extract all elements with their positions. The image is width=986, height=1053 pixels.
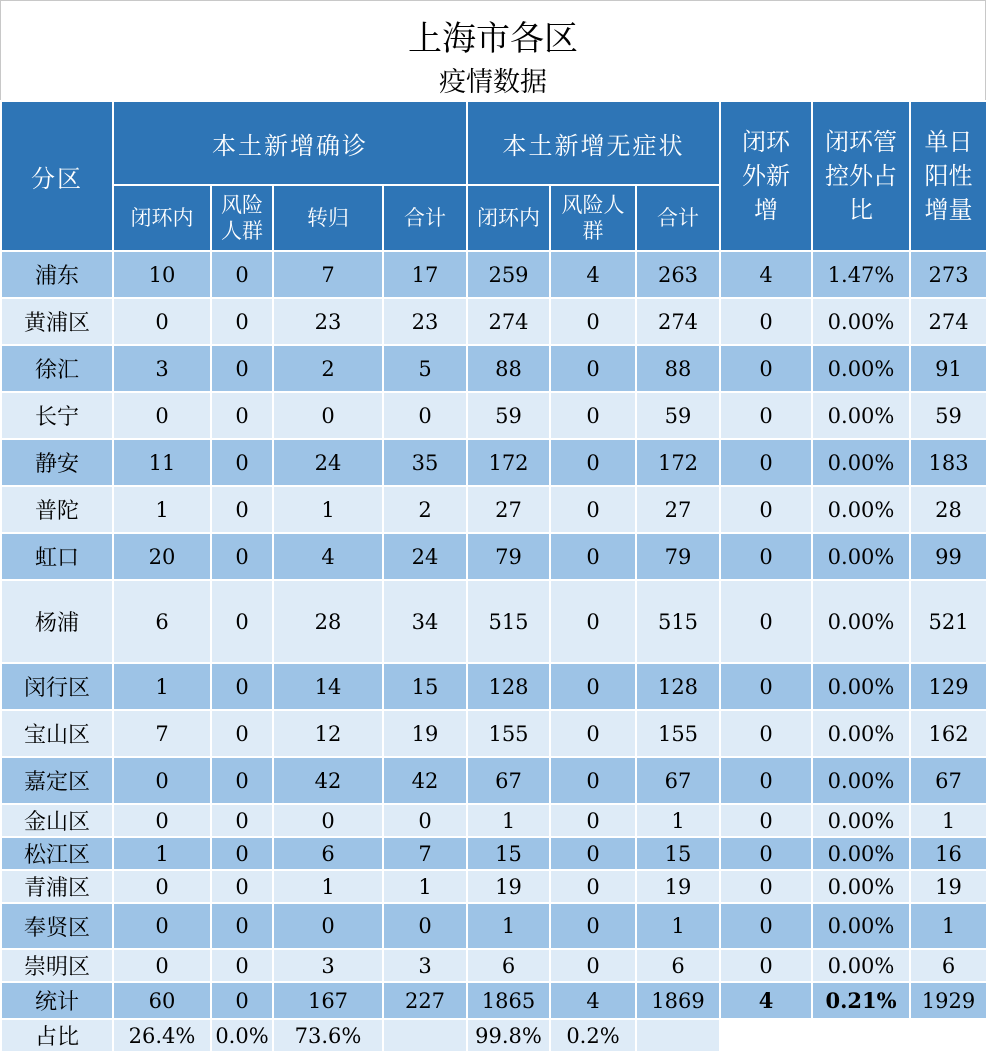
district-name: 嘉定区 bbox=[1, 757, 113, 804]
cell-daily: 28 bbox=[910, 486, 986, 533]
total-a-closed: 1865 bbox=[467, 982, 550, 1019]
cell-c-closed: 7 bbox=[113, 710, 211, 757]
cell-a-total: 155 bbox=[636, 710, 720, 757]
cell-a-risk: 0 bbox=[550, 580, 636, 663]
district-name: 虹口 bbox=[1, 533, 113, 580]
total-c-total: 227 bbox=[383, 982, 467, 1019]
cell-a-risk: 0 bbox=[550, 870, 636, 903]
cell-daily: 99 bbox=[910, 533, 986, 580]
cell-c-convert: 0 bbox=[273, 804, 383, 837]
header-outside-new: 闭环外新增 bbox=[720, 101, 812, 251]
total-a-risk: 4 bbox=[550, 982, 636, 1019]
cell-a-risk: 0 bbox=[550, 392, 636, 439]
cell-a-closed: 1 bbox=[467, 804, 550, 837]
cell-a-closed: 59 bbox=[467, 392, 550, 439]
cell-a-total: 88 bbox=[636, 345, 720, 392]
cell-daily: 274 bbox=[910, 298, 986, 345]
cell-daily: 129 bbox=[910, 663, 986, 710]
district-data-table bbox=[0, 100, 986, 1053]
cell-a-risk: 4 bbox=[550, 251, 636, 298]
cell-daily: 19 bbox=[910, 870, 986, 903]
cell-c-total: 19 bbox=[383, 710, 467, 757]
cell-a-total: 59 bbox=[636, 392, 720, 439]
cell-c-risk: 0 bbox=[211, 710, 273, 757]
cell-outside: 0 bbox=[720, 486, 812, 533]
table-row bbox=[1, 710, 986, 757]
district-name: 松江区 bbox=[1, 837, 113, 870]
share-c-convert: 73.6% bbox=[273, 1019, 383, 1052]
cell-c-total: 7 bbox=[383, 837, 467, 870]
cell-c-closed: 6 bbox=[113, 580, 211, 663]
cell-outside: 0 bbox=[720, 298, 812, 345]
district-name: 闵行区 bbox=[1, 663, 113, 710]
cell-a-total: 19 bbox=[636, 870, 720, 903]
total-outside: 4 bbox=[720, 982, 812, 1019]
cell-c-total: 0 bbox=[383, 903, 467, 949]
cell-c-convert: 0 bbox=[273, 392, 383, 439]
title-box bbox=[0, 0, 986, 101]
total-ratio: 0.21% bbox=[812, 982, 910, 1019]
cell-outside: 0 bbox=[720, 392, 812, 439]
cell-a-risk: 0 bbox=[550, 757, 636, 804]
table-row bbox=[1, 837, 986, 870]
cell-c-closed: 20 bbox=[113, 533, 211, 580]
cell-c-total: 1 bbox=[383, 870, 467, 903]
district-name: 静安 bbox=[1, 439, 113, 486]
cell-a-closed: 27 bbox=[467, 486, 550, 533]
cell-a-closed: 155 bbox=[467, 710, 550, 757]
total-daily: 1929 bbox=[910, 982, 986, 1019]
table-row bbox=[1, 870, 986, 903]
district-name: 浦东 bbox=[1, 251, 113, 298]
cell-outside: 0 bbox=[720, 837, 812, 870]
cell-c-risk: 0 bbox=[211, 251, 273, 298]
share-a-closed: 99.8% bbox=[467, 1019, 550, 1052]
cell-a-risk: 0 bbox=[550, 533, 636, 580]
share-outside-empty bbox=[720, 1019, 812, 1052]
cell-c-total: 3 bbox=[383, 949, 467, 982]
cell-a-total: 263 bbox=[636, 251, 720, 298]
header-a-closed: 闭环内 bbox=[467, 185, 550, 251]
cell-a-total: 1 bbox=[636, 804, 720, 837]
cell-c-risk: 0 bbox=[211, 486, 273, 533]
cell-c-risk: 0 bbox=[211, 804, 273, 837]
cell-daily: 16 bbox=[910, 837, 986, 870]
cell-ratio: 1.47% bbox=[812, 251, 910, 298]
share-label: 占比 bbox=[1, 1019, 113, 1052]
cell-c-total: 5 bbox=[383, 345, 467, 392]
cell-a-total: 1 bbox=[636, 903, 720, 949]
cell-c-risk: 0 bbox=[211, 663, 273, 710]
table-row bbox=[1, 580, 986, 663]
district-name: 徐汇 bbox=[1, 345, 113, 392]
cell-a-total: 515 bbox=[636, 580, 720, 663]
cell-outside: 0 bbox=[720, 949, 812, 982]
cell-c-closed: 3 bbox=[113, 345, 211, 392]
cell-daily: 1 bbox=[910, 903, 986, 949]
header-c-convert: 转归 bbox=[273, 185, 383, 251]
header-a-risk: 风险人群 bbox=[550, 185, 636, 251]
cell-c-closed: 1 bbox=[113, 486, 211, 533]
cell-ratio: 0.00% bbox=[812, 949, 910, 982]
cell-c-total: 24 bbox=[383, 533, 467, 580]
cell-a-closed: 6 bbox=[467, 949, 550, 982]
cell-outside: 0 bbox=[720, 903, 812, 949]
cell-c-closed: 11 bbox=[113, 439, 211, 486]
district-name: 普陀 bbox=[1, 486, 113, 533]
cell-ratio: 0.00% bbox=[812, 345, 910, 392]
cell-c-total: 34 bbox=[383, 580, 467, 663]
header-c-closed: 闭环内 bbox=[113, 185, 211, 251]
cell-a-risk: 0 bbox=[550, 345, 636, 392]
cell-c-closed: 0 bbox=[113, 903, 211, 949]
table-row bbox=[1, 663, 986, 710]
cell-c-total: 23 bbox=[383, 298, 467, 345]
cell-c-total: 15 bbox=[383, 663, 467, 710]
total-a-total: 1869 bbox=[636, 982, 720, 1019]
cell-ratio: 0.00% bbox=[812, 533, 910, 580]
total-c-closed: 60 bbox=[113, 982, 211, 1019]
cell-ratio: 0.00% bbox=[812, 903, 910, 949]
district-name: 宝山区 bbox=[1, 710, 113, 757]
cell-daily: 162 bbox=[910, 710, 986, 757]
cell-c-risk: 0 bbox=[211, 298, 273, 345]
cell-c-convert: 0 bbox=[273, 903, 383, 949]
total-c-risk: 0 bbox=[211, 982, 273, 1019]
district-name: 金山区 bbox=[1, 804, 113, 837]
table-row bbox=[1, 439, 986, 486]
cell-a-closed: 19 bbox=[467, 870, 550, 903]
cell-outside: 0 bbox=[720, 533, 812, 580]
cell-c-risk: 0 bbox=[211, 580, 273, 663]
district-name: 崇明区 bbox=[1, 949, 113, 982]
header-daily-positive: 单日阳性增量 bbox=[910, 101, 986, 251]
cell-ratio: 0.00% bbox=[812, 837, 910, 870]
cell-outside: 0 bbox=[720, 804, 812, 837]
cell-ratio: 0.00% bbox=[812, 870, 910, 903]
cell-c-risk: 0 bbox=[211, 345, 273, 392]
cell-daily: 1 bbox=[910, 804, 986, 837]
cell-outside: 0 bbox=[720, 870, 812, 903]
cell-c-risk: 0 bbox=[211, 837, 273, 870]
cell-daily: 6 bbox=[910, 949, 986, 982]
cell-a-closed: 1 bbox=[467, 903, 550, 949]
cell-ratio: 0.00% bbox=[812, 663, 910, 710]
cell-a-risk: 0 bbox=[550, 486, 636, 533]
table-row bbox=[1, 345, 986, 392]
cell-ratio: 0.00% bbox=[812, 439, 910, 486]
cell-c-convert: 3 bbox=[273, 949, 383, 982]
cell-a-risk: 0 bbox=[550, 949, 636, 982]
cell-c-total: 0 bbox=[383, 392, 467, 439]
cell-outside: 4 bbox=[720, 251, 812, 298]
cell-c-total: 2 bbox=[383, 486, 467, 533]
cell-a-risk: 0 bbox=[550, 837, 636, 870]
cell-a-risk: 0 bbox=[550, 298, 636, 345]
cell-c-closed: 0 bbox=[113, 870, 211, 903]
table-row bbox=[1, 251, 986, 298]
cell-c-convert: 7 bbox=[273, 251, 383, 298]
cell-c-risk: 0 bbox=[211, 757, 273, 804]
header-outside-ratio: 闭环管控外占比 bbox=[812, 101, 910, 251]
page-title: 上海市各区 bbox=[408, 19, 578, 59]
table-row bbox=[1, 804, 986, 837]
cell-a-risk: 0 bbox=[550, 903, 636, 949]
cell-c-risk: 0 bbox=[211, 903, 273, 949]
cell-a-closed: 259 bbox=[467, 251, 550, 298]
cell-c-risk: 0 bbox=[211, 533, 273, 580]
cell-c-total: 42 bbox=[383, 757, 467, 804]
cell-c-convert: 12 bbox=[273, 710, 383, 757]
cell-c-total: 35 bbox=[383, 439, 467, 486]
cell-a-total: 79 bbox=[636, 533, 720, 580]
cell-c-closed: 1 bbox=[113, 663, 211, 710]
cell-outside: 0 bbox=[720, 757, 812, 804]
cell-ratio: 0.00% bbox=[812, 580, 910, 663]
cell-daily: 91 bbox=[910, 345, 986, 392]
cell-ratio: 0.00% bbox=[812, 757, 910, 804]
cell-c-closed: 1 bbox=[113, 837, 211, 870]
share-daily-empty bbox=[910, 1019, 986, 1052]
cell-daily: 521 bbox=[910, 580, 986, 663]
cell-ratio: 0.00% bbox=[812, 804, 910, 837]
cell-outside: 0 bbox=[720, 439, 812, 486]
cell-a-closed: 79 bbox=[467, 533, 550, 580]
header-a-total: 合计 bbox=[636, 185, 720, 251]
share-row bbox=[1, 1019, 986, 1052]
cell-c-closed: 0 bbox=[113, 804, 211, 837]
header-district: 分区 bbox=[1, 101, 113, 251]
table-row bbox=[1, 533, 986, 580]
cell-daily: 67 bbox=[910, 757, 986, 804]
share-a-risk: 0.2% bbox=[550, 1019, 636, 1052]
cell-daily: 273 bbox=[910, 251, 986, 298]
share-c-total-empty bbox=[383, 1019, 467, 1052]
cell-c-closed: 0 bbox=[113, 757, 211, 804]
cell-c-convert: 1 bbox=[273, 870, 383, 903]
header-c-total: 合计 bbox=[383, 185, 467, 251]
cell-c-total: 17 bbox=[383, 251, 467, 298]
cell-c-risk: 0 bbox=[211, 949, 273, 982]
cell-daily: 59 bbox=[910, 392, 986, 439]
header-c-risk: 风险人群 bbox=[211, 185, 273, 251]
cell-c-total: 0 bbox=[383, 804, 467, 837]
share-c-risk: 0.0% bbox=[211, 1019, 273, 1052]
district-name: 杨浦 bbox=[1, 580, 113, 663]
cell-a-risk: 0 bbox=[550, 439, 636, 486]
cell-ratio: 0.00% bbox=[812, 392, 910, 439]
cell-c-convert: 24 bbox=[273, 439, 383, 486]
cell-a-total: 172 bbox=[636, 439, 720, 486]
page-subtitle: 疫情数据 bbox=[439, 67, 547, 98]
cell-c-convert: 1 bbox=[273, 486, 383, 533]
cell-a-closed: 88 bbox=[467, 345, 550, 392]
header-confirmed-group: 本土新增确诊 bbox=[113, 101, 467, 185]
cell-daily: 183 bbox=[910, 439, 986, 486]
district-name: 长宁 bbox=[1, 392, 113, 439]
table-row bbox=[1, 949, 986, 982]
table-row bbox=[1, 298, 986, 345]
cell-a-total: 67 bbox=[636, 757, 720, 804]
cell-a-risk: 0 bbox=[550, 804, 636, 837]
cell-c-risk: 0 bbox=[211, 870, 273, 903]
cell-a-total: 6 bbox=[636, 949, 720, 982]
cell-c-convert: 42 bbox=[273, 757, 383, 804]
cell-a-closed: 128 bbox=[467, 663, 550, 710]
cell-a-total: 27 bbox=[636, 486, 720, 533]
share-ratio-empty bbox=[812, 1019, 910, 1052]
cell-outside: 0 bbox=[720, 710, 812, 757]
cell-ratio: 0.00% bbox=[812, 710, 910, 757]
cell-a-total: 274 bbox=[636, 298, 720, 345]
cell-outside: 0 bbox=[720, 580, 812, 663]
cell-a-risk: 0 bbox=[550, 663, 636, 710]
cell-outside: 0 bbox=[720, 345, 812, 392]
table-row bbox=[1, 757, 986, 804]
district-name: 黄浦区 bbox=[1, 298, 113, 345]
cell-c-closed: 10 bbox=[113, 251, 211, 298]
cell-c-convert: 14 bbox=[273, 663, 383, 710]
cell-c-convert: 4 bbox=[273, 533, 383, 580]
cell-outside: 0 bbox=[720, 663, 812, 710]
cell-ratio: 0.00% bbox=[812, 486, 910, 533]
cell-a-risk: 0 bbox=[550, 710, 636, 757]
cell-a-closed: 67 bbox=[467, 757, 550, 804]
cell-c-closed: 0 bbox=[113, 298, 211, 345]
district-name: 奉贤区 bbox=[1, 903, 113, 949]
cell-c-convert: 2 bbox=[273, 345, 383, 392]
cell-a-closed: 172 bbox=[467, 439, 550, 486]
share-c-closed: 26.4% bbox=[113, 1019, 211, 1052]
table-row bbox=[1, 486, 986, 533]
total-c-convert: 167 bbox=[273, 982, 383, 1019]
cell-ratio: 0.00% bbox=[812, 298, 910, 345]
cell-c-risk: 0 bbox=[211, 392, 273, 439]
totals-label: 统计 bbox=[1, 982, 113, 1019]
district-name: 青浦区 bbox=[1, 870, 113, 903]
cell-a-closed: 274 bbox=[467, 298, 550, 345]
cell-c-risk: 0 bbox=[211, 439, 273, 486]
table-row bbox=[1, 903, 986, 949]
cell-a-closed: 515 bbox=[467, 580, 550, 663]
cell-c-convert: 28 bbox=[273, 580, 383, 663]
cell-c-convert: 23 bbox=[273, 298, 383, 345]
cell-a-total: 15 bbox=[636, 837, 720, 870]
header-asymptomatic-group: 本土新增无症状 bbox=[467, 101, 720, 185]
cell-c-closed: 0 bbox=[113, 392, 211, 439]
cell-c-closed: 0 bbox=[113, 949, 211, 982]
share-a-total-empty bbox=[636, 1019, 720, 1052]
cell-a-closed: 15 bbox=[467, 837, 550, 870]
table-row bbox=[1, 392, 986, 439]
totals-row bbox=[1, 982, 986, 1019]
cell-a-total: 128 bbox=[636, 663, 720, 710]
cell-c-convert: 6 bbox=[273, 837, 383, 870]
